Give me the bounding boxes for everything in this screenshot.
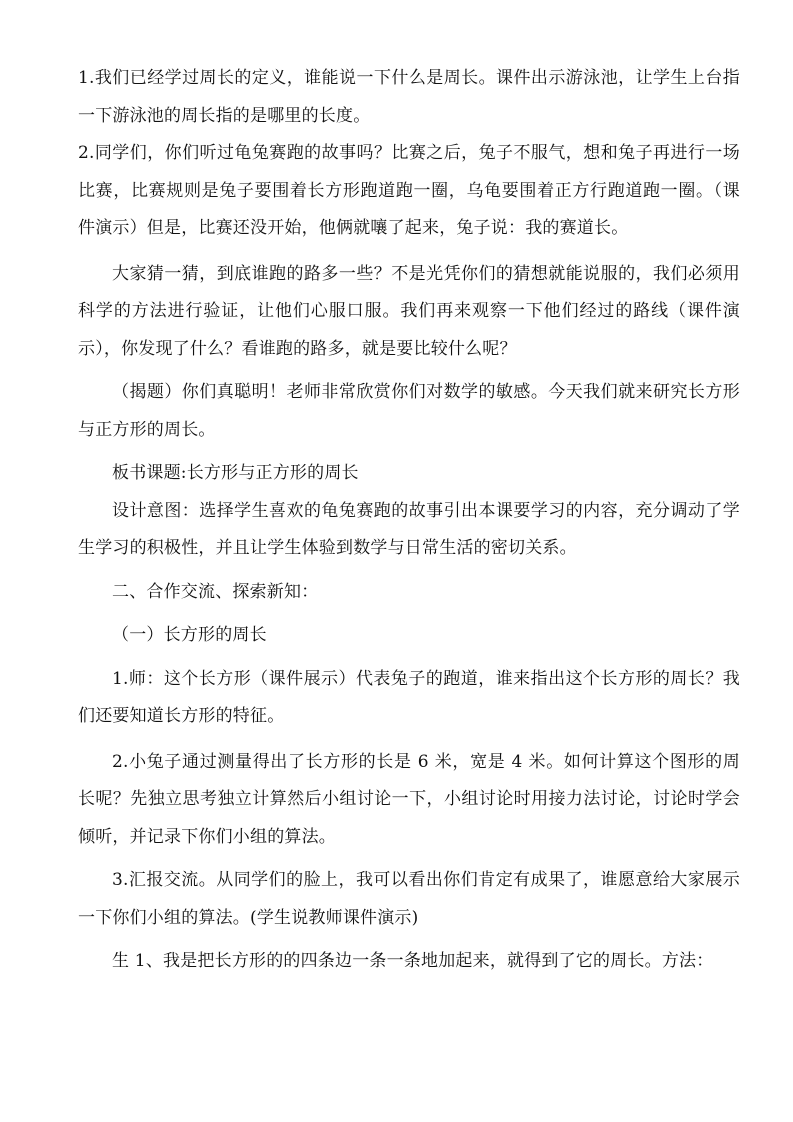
section-heading-cooperation: 二、合作交流、探索新知： [112,581,319,602]
subsection-heading-rectangle: （一）长方形的周长 [112,625,267,645]
paragraph-step-1: 1.师：这个长方形（课件展示）代表兔子的跑道，谁来指出这个长方形的周长？我们还要知道长方形的特征。 [78,668,740,726]
paragraph-student-1: 生 1、我是把长方形的的四条边一条一条地加起来，就得到了它的周长。方法： [112,951,714,971]
paragraph-design-intent: 设计意图：选择学生喜欢的龟兔赛跑的故事引出本课要学习的内容，充分调动了学生学习的积极性，并且让学生体验到数学与日常生活的密切关系。 [78,500,740,558]
paragraph-intro-perimeter: 1.我们已经学过周长的定义，谁能说一下什么是周长。课件出示游泳池，让学生上台指一下游泳池的周长指的是哪里的长度。 [78,68,740,126]
paragraph-tortoise-hare-story: 2.同学们，你们听过龟兔赛跑的故事吗？比赛之后，兔子不服气，想和兔子再进行一场比赛，比赛规则是兔子要围着长方形跑道跑一圈，乌龟要围着正方行跑道跑一圈。（课件演示）但是，比赛还没开始，他俩就嚷了起来，兔子说：我的赛道长。 [78,143,740,238]
paragraph-board-title: 板书课题:长方形与正方形的周长 [112,463,359,483]
paragraph-step-3: 3.汇报交流。从同学们的脸上，我可以看出你们肯定有成果了，谁愿意给大家展示一下你们小组的算法。(学生说教师课件演示) [78,870,740,928]
paragraph-step-2: 2.小兔子通过测量得出了长方形的长是 6 米，宽是 4 米。如何计算这个图形的周长呢？先独立思考独立计算然后小组讨论一下，小组讨论时用接力法讨论，讨论时学会倾听，并记录下你们小组的算法。 [78,751,740,847]
paragraph-guess-question: 大家猜一猜，到底谁跑的路多一些？不是光凭你们的猜想就能说服的，我们必须用科学的方法进行验证，让他们心服口服。我们再来观察一下他们经过的路线（课件演示），你发现了什么？看谁跑的路多，就是要比较什么呢？ [78,263,740,359]
document-body [78,60,740,981]
paragraph-reveal-topic: （揭题）你们真聪明！老师非常欣赏你们对数学的敏感。今天我们就来研究长方形与正方形的周长。 [78,382,740,440]
